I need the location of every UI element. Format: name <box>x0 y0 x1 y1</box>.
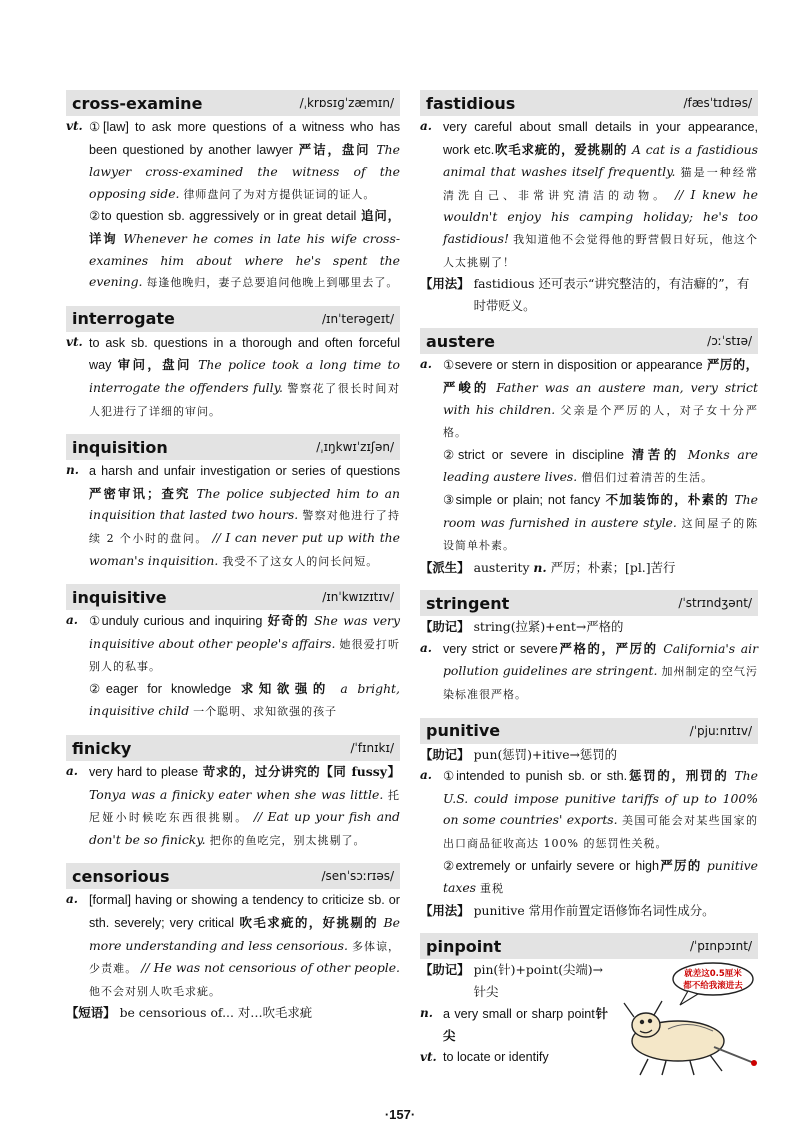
entry-fastidious <box>420 90 758 316</box>
headword-bar <box>66 863 400 889</box>
headword: pinpoint <box>426 936 502 956</box>
left-column <box>66 90 400 1036</box>
mnemonic-note: 【助记】 pin(针)+point(尖端)→针尖 <box>420 962 604 999</box>
part-of-speech: a. <box>66 613 78 628</box>
headword-bar <box>420 90 758 116</box>
sense-3: ③simple or plain; not fancy 不加装饰的，朴素的 The room was furnished in austere style. 这间屋子的陈设简单朴素。 <box>443 491 758 553</box>
cartoon-bug-icon <box>618 959 758 1079</box>
sense-1: ①[law] to ask more questions of a witness who has been questioned by another lawyer 严诘，盘问 The lawyer cross-examined the witness of the opposing side. 律师盘问了为对方提供证词的证人。 <box>89 120 400 201</box>
entry-cross-examine <box>66 90 400 294</box>
definition: to ask sb. questions in a thorough and often forceful way 审问，盘问 The police took a long time to interrogate the offenders fully. 警察花了很长时间对人犯进行了详细的审问。 <box>89 335 400 418</box>
phrase-note: 【短语】 be censorious of... 对…吹毛求疵 <box>66 1005 313 1021</box>
definition: very hard to please 苛求的，过分讲究的【同 fussy】 Tonya was a finicky eater when she was little. 托尼娅小时候吃东西很挑剔。 // Eat up your fish and don't be so finicky. 把你的鱼吃完，别太挑剔了。 <box>89 764 401 847</box>
part-of-speech: n. <box>420 1005 433 1020</box>
sense-2: ②eager for knowledge 求知欲强的 a bright, inquisitive child 一个聪明、求知欲强的孩子 <box>89 680 400 719</box>
headword: inquisitive <box>72 587 167 607</box>
headword-bar <box>420 718 758 744</box>
sense-1: ①unduly curious and inquiring 好奇的 She was very inquisitive about other people's affairs. 她很爱打听别人的私事。 <box>89 613 400 674</box>
pronunciation: /ˌɪŋkwɪˈzɪʃən/ <box>316 440 394 455</box>
part-of-speech: n. <box>66 463 79 478</box>
pronunciation: /ɪnˈkwɪzɪtɪv/ <box>322 590 394 605</box>
page-number: ·157· <box>384 1107 416 1122</box>
headword-bar <box>420 590 758 616</box>
sense-1: ①intended to punish sb. or sth.惩罚的，刑罚的 The U.S. could impose punitive tariffs of up to 100% on some countries' exports. 美国可能会对某些国家的出口商品征收高达 100% 的惩罚性关税。 <box>443 768 758 851</box>
mnemonic-note: 【助记】 pun(惩罚)+itive→惩罚的 <box>420 746 618 762</box>
headword-bar <box>66 90 400 116</box>
pronunciation: /ˈpɪnpɔɪnt/ <box>689 939 752 954</box>
speech-bubble-line2: 都不给我滚进去 <box>683 981 743 992</box>
definition-noun: a very small or sharp point针尖 <box>443 1005 608 1044</box>
entry-interrogate <box>66 306 400 422</box>
definition: very careful about small details in your appearance, work etc.吹毛求疵的，爱挑剔的 A cat is a fastidious animal that washes itself frequently. 猫是一种经常清洗自己、非常讲究清洁的动物。 // I knew he wouldn't enjoy his camping holiday; he's too fastidious! 我知道他不会觉得他的野营假日好玩，他这个人太挑剔了！ <box>443 120 759 269</box>
headword: inquisition <box>72 437 168 457</box>
pronunciation: /ˈstrɪndʒənt/ <box>678 596 752 611</box>
entry-inquisitive <box>66 584 400 723</box>
headword: austere <box>426 331 495 351</box>
sense-2: ②to question sb. aggressively or in great detail 追问，详询 Whenever he comes in late his wife cross-examines him about where he's spent the evening. 每逢他晚归，妻子总要追问他晚上到哪里去了。 <box>89 208 401 290</box>
headword: finicky <box>72 738 132 758</box>
sense-2: ②extremely or unfairly severe or high严厉的 punitive taxes 重税 <box>443 857 758 896</box>
pronunciation: /ˌkrɒsɪɡˈzæmɪn/ <box>299 96 394 110</box>
entry-stringent <box>420 590 758 705</box>
part-of-speech: a. <box>66 892 78 907</box>
pronunciation: /fæsˈtɪdɪəs/ <box>683 96 752 110</box>
mnemonic-note: 【助记】 string(拉紧)+ent→严格的 <box>420 619 624 635</box>
entry-austere <box>420 328 758 578</box>
pronunciation: /ɔːˈstɪə/ <box>707 334 752 349</box>
headword-bar <box>420 933 758 959</box>
headword: fastidious <box>426 93 516 113</box>
definition: very strict or severe严格的，严厉的 California's air pollution guidelines are stringent. 加州制定的空气污染标准很严格。 <box>443 640 759 702</box>
headword: stringent <box>426 593 510 613</box>
part-of-speech: a. <box>66 764 78 779</box>
definition-verb: to locate or identify <box>443 1049 549 1064</box>
definition: a harsh and unfair investigation or series of questions 严密审讯；查究 The police subjected him to an inquisition that lasted two hours. 警察对他进行了持续 2 个小时的盘问。 // I can never put up with the woman's inquisition. 我受不了这女人的问长问短。 <box>89 464 400 568</box>
part-of-speech: a. <box>420 357 432 372</box>
usage-note: 【用法】 fastidious 还可表示“讲究整洁的，有洁癖的”，有时带贬义。 <box>420 276 750 313</box>
derivation-note: 【派生】 austerity n. 严厉；朴素；[pl.]苦行 <box>420 559 676 575</box>
headword: cross-examine <box>72 93 203 113</box>
entry-inquisition <box>66 434 400 572</box>
speech-bubble-line1: 就差这0.5厘米 <box>684 969 742 980</box>
part-of-speech: a. <box>420 768 432 783</box>
part-of-speech: vt. <box>66 334 83 349</box>
headword: interrogate <box>72 309 175 329</box>
headword: censorious <box>72 866 170 886</box>
usage-note: 【用法】 punitive 常用作前置定语修饰名词性成分。 <box>420 902 715 918</box>
definition: [formal] having or showing a tendency to criticize sb. or sth. severely; very critical 吹毛求疵的，好挑剔的 Be more understanding and less censorious. 多体谅，少责难。 // He was not censorious of other people. 他不会对别人吹毛求疵。 <box>89 893 400 998</box>
part-of-speech: vt. <box>420 1049 437 1064</box>
headword-bar <box>420 328 758 354</box>
entry-finicky <box>66 735 400 851</box>
entry-punitive <box>420 718 758 922</box>
entry-pinpoint <box>420 933 758 1068</box>
part-of-speech: vt. <box>66 119 83 133</box>
part-of-speech: a. <box>420 119 432 133</box>
entry-censorious <box>66 863 400 1024</box>
headword: punitive <box>426 721 501 741</box>
headword-bar <box>66 306 400 332</box>
headword-bar <box>66 584 400 610</box>
sense-1: ①severe or stern in disposition or appearance 严厉的，严峻的 Father was an austere man, very strict with his children. 父亲是个严厉的人，对子女十分严格。 <box>443 357 759 440</box>
headword-bar <box>66 735 400 761</box>
part-of-speech: a. <box>420 640 432 655</box>
pronunciation: /ˈpjuːnɪtɪv/ <box>689 723 752 738</box>
right-column <box>420 90 758 1080</box>
pronunciation: /ˈfɪnɪkɪ/ <box>350 741 394 756</box>
sense-2: ②strict or severe in discipline 清苦的 Monks are leading austere lives. 僧侣们过着清苦的生活。 <box>443 446 758 485</box>
cartoon-illustration <box>618 959 758 1079</box>
headword-bar <box>66 434 400 460</box>
pronunciation: /ɪnˈterəɡeɪt/ <box>321 311 394 326</box>
pronunciation: /senˈsɔːrɪəs/ <box>321 869 394 884</box>
